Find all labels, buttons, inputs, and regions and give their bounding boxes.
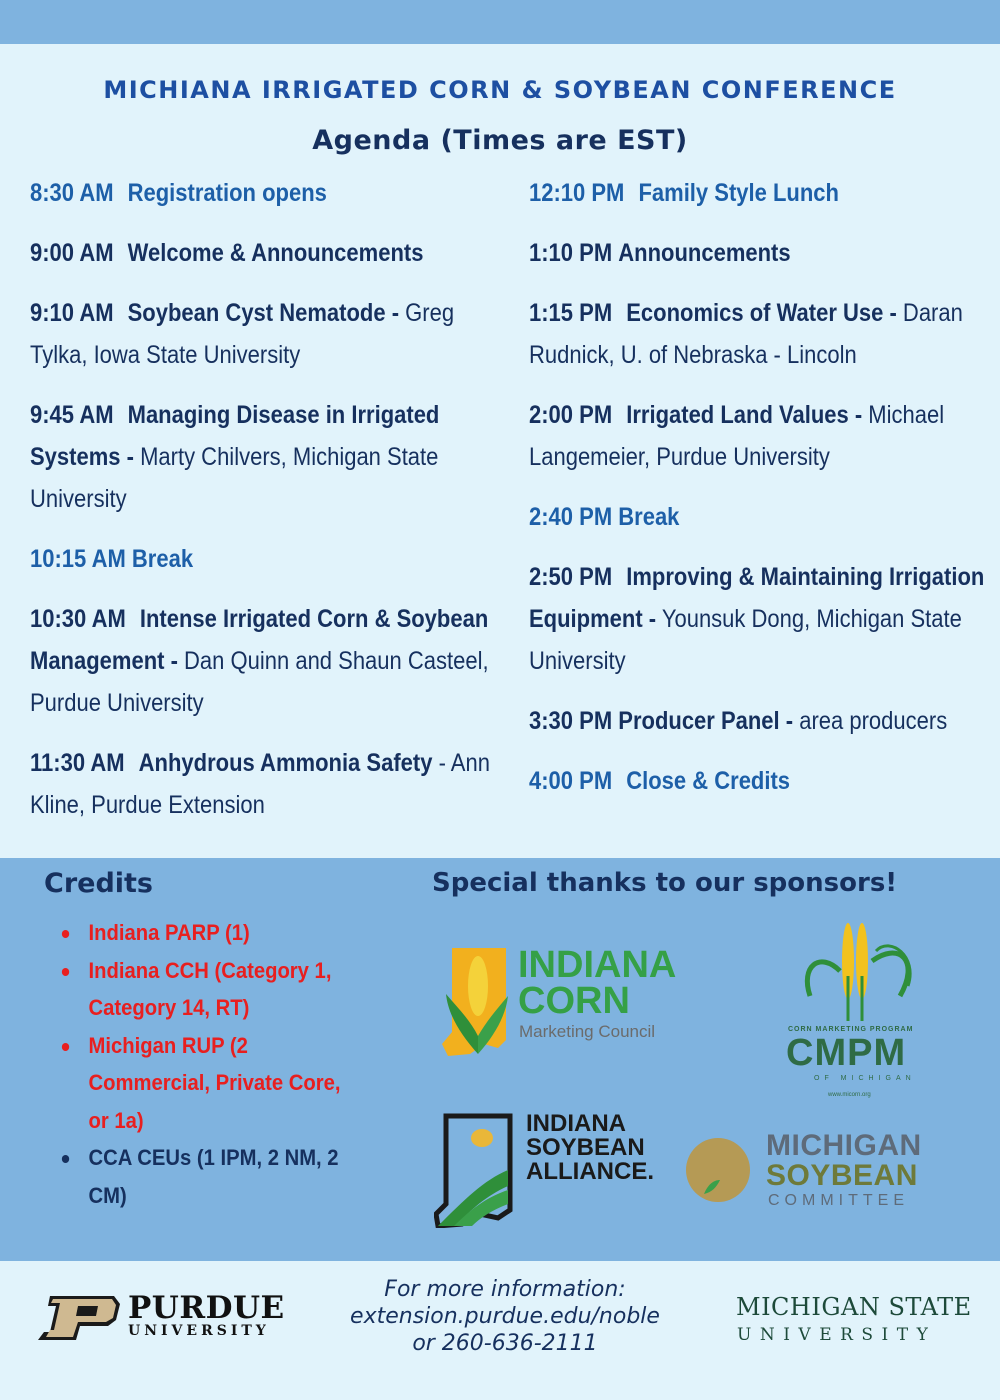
cmpm-sub: OF MICHIGAN (814, 1075, 916, 1082)
agenda-item (30, 232, 502, 274)
agenda-speaker: Michael Langemeier, Purdue University (529, 401, 945, 471)
agenda-title-text: Family Style Lunch (638, 179, 839, 207)
corn-state-icon (440, 944, 515, 1059)
contact-info (320, 1276, 690, 1357)
agenda-speaker: Dan Quinn and Shaun Casteel, Purdue University (30, 647, 489, 717)
msu-name: MICHIGAN STATE (736, 1293, 972, 1321)
agenda-time: 1:15 PM (529, 299, 613, 327)
credits-list (60, 914, 390, 1214)
agenda-time: 10:15 AM (30, 545, 126, 573)
indiana-corn-line1: INDIANA (518, 944, 677, 986)
corn-stalk-icon (790, 916, 920, 1021)
agenda-time: 9:45 AM (30, 401, 114, 429)
agenda-time: 3:30 PM (529, 707, 613, 735)
credit-item: Indiana PARP (1) (60, 914, 364, 952)
agenda-title-text: Announcements (618, 239, 791, 267)
agenda-title: Agenda (Times are EST) (312, 125, 688, 156)
credit-item: CCA CEUs (1 IPM, 2 NM, 2 CM) (60, 1139, 364, 1214)
agenda-time: 1:10 PM (529, 239, 613, 267)
sponsors-heading: Special thanks to our sponsors! (432, 868, 898, 898)
conference-title: MICHIANA IRRIGATED CORN & SOYBEAN CONFERENCE (103, 76, 897, 104)
indiana-soybean-logo (434, 1110, 664, 1230)
agenda-title-text: Managing Disease in Irrigated Systems - (30, 401, 440, 471)
michigan-soybean-line1: MICHIGAN (766, 1129, 922, 1162)
agenda-item (529, 496, 990, 538)
agenda-item (30, 598, 502, 724)
purdue-sub: UNIVERSITY (128, 1323, 270, 1339)
info-website[interactable]: extension.purdue.edu/noble (350, 1304, 660, 1329)
purdue-wordmark (128, 1290, 285, 1339)
agenda-time: 12:10 PM (529, 179, 625, 207)
agenda-time: 8:30 AM (30, 179, 114, 207)
top-band (0, 0, 1000, 44)
credit-item: Indiana CCH (Category 1, Category 14, RT) (60, 952, 364, 1027)
agenda-speaker: - Ann Kline, Purdue Extension (30, 749, 490, 819)
indiana-soybean-line3: ALLIANCE. (526, 1158, 654, 1185)
agenda-title-text: Break (618, 503, 680, 531)
agenda-title-text: Welcome & Announcements (127, 239, 424, 267)
agenda-speaker: area producers (799, 707, 948, 735)
agenda-time: 4:00 PM (529, 767, 613, 795)
agenda-item (529, 394, 990, 478)
agenda-time: 2:40 PM (529, 503, 613, 531)
agenda-item (529, 700, 990, 742)
agenda-title-text: Anhydrous Ammonia Safety (138, 749, 433, 777)
agenda-time: 2:00 PM (529, 401, 613, 429)
agenda-item (30, 172, 502, 214)
agenda-time: 9:00 AM (30, 239, 114, 267)
agenda-item (529, 760, 990, 802)
soybean-icon (684, 1130, 754, 1210)
cmpm-logo (780, 916, 930, 1106)
agenda-title-text: Close & Credits (626, 767, 791, 795)
agenda-item (529, 556, 990, 682)
agenda-title-text: Soybean Cyst Nematode - (127, 299, 400, 327)
agenda-title-text: Improving & Maintaining Irrigation Equipment - (529, 563, 985, 633)
agenda-time: 11:30 AM (30, 749, 125, 777)
msu-sub: UNIVERSITY (737, 1325, 937, 1345)
agenda-item (529, 172, 990, 214)
agenda-speaker: Daran Rudnick, U. of Nebraska - Lincoln (529, 299, 963, 369)
michigan-soybean-line3: COMMITTEE (768, 1192, 909, 1209)
agenda-time: 9:10 AM (30, 299, 114, 327)
indiana-soybean-line2: SOYBEAN (526, 1134, 645, 1161)
agenda-title-text: Registration opens (127, 179, 327, 207)
agenda-time: 2:50 PM (529, 563, 613, 591)
purdue-p-icon (36, 1294, 122, 1342)
indiana-corn-line2: CORN (518, 980, 630, 1022)
agenda-item (30, 292, 502, 376)
agenda-item (30, 538, 502, 580)
agenda-title-text: Break (131, 545, 194, 573)
cmpm-top-text: CORN MARKETING PROGRAM (788, 1026, 914, 1033)
agenda-time: 10:30 AM (30, 605, 126, 633)
indiana-corn-line3: Marketing Council (519, 1022, 656, 1041)
agenda-speaker: Marty Chilvers, Michigan State University (30, 443, 439, 513)
soybean-state-icon (434, 1110, 519, 1228)
agenda-item (529, 292, 990, 376)
agenda-left-column (30, 172, 500, 844)
indiana-soybean-line1: INDIANA (526, 1110, 626, 1137)
agenda-title-text: Intense Irrigated Corn & Soybean Management - (30, 605, 489, 675)
cmpm-url: www.micorn.org (828, 1092, 871, 1098)
agenda-speaker: Greg Tylka, Iowa State University (30, 299, 455, 369)
info-line1: For more information: (384, 1277, 626, 1302)
credits-heading: Credits (44, 868, 154, 899)
purdue-name: PURDUE (128, 1290, 285, 1326)
michigan-soybean-line2: SOYBEAN (766, 1159, 918, 1192)
indiana-corn-logo (440, 944, 710, 1059)
agenda-item (30, 394, 502, 520)
agenda-title-text: Irrigated Land Values - (626, 401, 863, 429)
michigan-soybean-logo (684, 1130, 954, 1215)
credit-item: Michigan RUP (2 Commercial, Private Core, or 1a) (60, 1027, 364, 1140)
cmpm-name: CMPM (786, 1032, 907, 1074)
agenda-item (30, 742, 502, 826)
agenda-item (529, 232, 990, 274)
agenda-title-text: Producer Panel - (618, 707, 794, 735)
agenda-speaker: Younsuk Dong, Michigan State University (529, 605, 962, 675)
agenda-title-text: Economics of Water Use - (626, 299, 897, 327)
info-phone: or 260-636-2111 (412, 1331, 598, 1356)
agenda-right-column (529, 172, 989, 820)
